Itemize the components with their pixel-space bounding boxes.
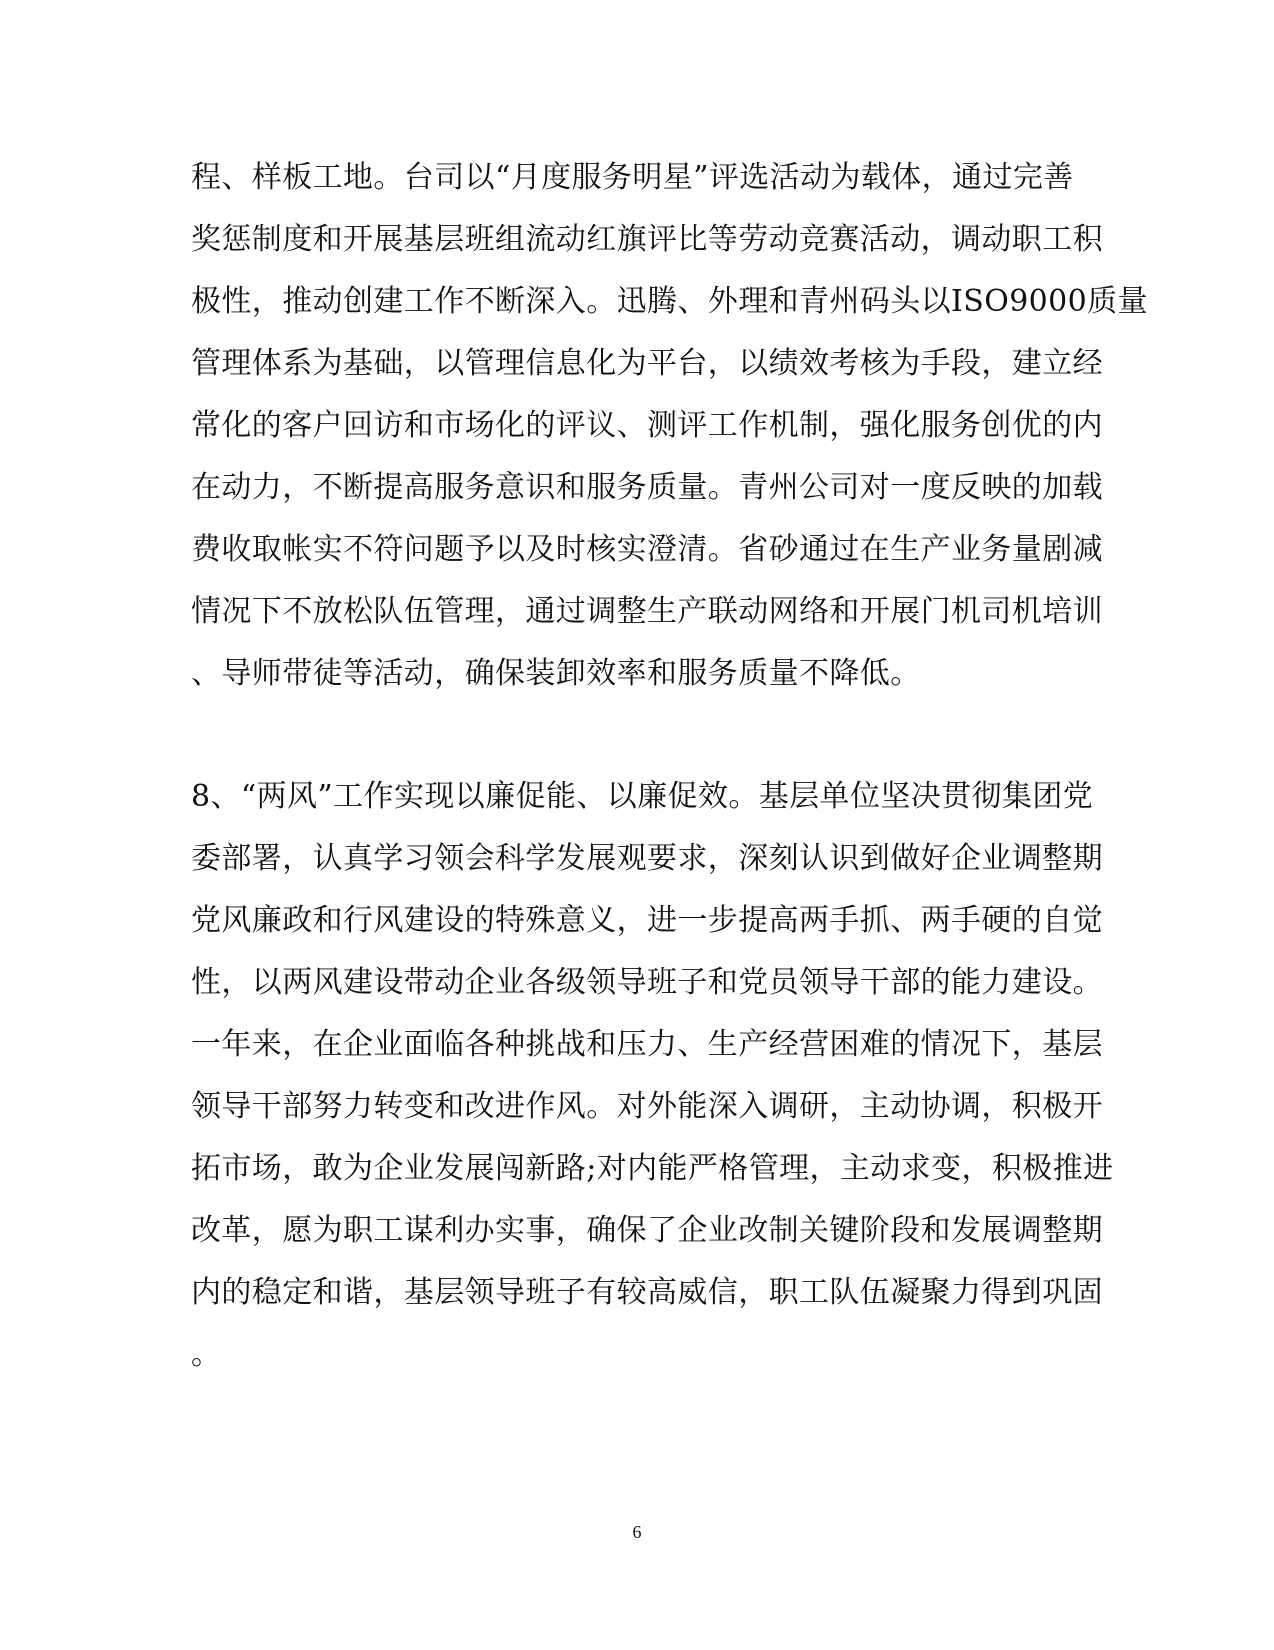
text-line: 极性，推动创建工作不断深入。迅腾、外理和青州码头以ISO9000质量 <box>191 284 1148 319</box>
text-line: 委部署，认真学习领会科学发展观要求，深刻认识到做好企业调整期 <box>191 841 1103 876</box>
text-line: 内的稳定和谐，基层领导班子有较高威信，职工队伍凝聚力得到巩固 <box>191 1275 1103 1310</box>
text-line: 情况下不放松队伍管理，通过调整生产联动网络和开展门机司机培训 <box>191 594 1103 629</box>
text-line: 改革，愿为职工谋利办实事，确保了企业改制关键阶段和发展调整期 <box>191 1213 1103 1248</box>
page-number: 6 <box>632 1522 642 1542</box>
text-line: 性，以两风建设带动企业各级领导班子和党员领导干部的能力建设。 <box>191 965 1103 1000</box>
text-line: 常化的客户回访和市场化的评议、测评工作机制，强化服务创优的内 <box>191 408 1103 443</box>
text-line: 一年来，在企业面临各种挑战和压力、生产经营困难的情况下，基层 <box>191 1027 1103 1062</box>
text-line: 8、“两风”工作实现以廉促能、以廉促效。基层单位坚决贯彻集团党 <box>191 779 1094 814</box>
text-line: 管理体系为基础，以管理信息化为平台，以绩效考核为手段，建立经 <box>191 346 1103 381</box>
text-line: 党风廉政和行风建设的特殊意义，进一步提高两手抓、两手硬的自觉 <box>191 903 1103 938</box>
text-line: 奖惩制度和开展基层班组流动红旗评比等劳动竞赛活动，调动职工积 <box>191 222 1103 257</box>
text-line: 费收取帐实不符问题予以及时核实澄清。省砂通过在生产业务量剧减 <box>191 532 1103 567</box>
text-line: 领导干部努力转变和改进作风。对外能深入调研，主动协调，积极开 <box>191 1089 1103 1124</box>
text-line: 在动力，不断提高服务意识和服务质量。青州公司对一度反映的加载 <box>191 470 1103 505</box>
text-line: 拓市场，敢为企业发展闯新路;对内能严格管理，主动求变，积极推进 <box>191 1151 1114 1186</box>
text-line: 。 <box>191 1337 222 1372</box>
text-line: 程、样板工地。台司以“月度服务明星”评选活动为载体，通过完善 <box>191 160 1074 195</box>
text-line: 、导师带徒等活动，确保装卸效率和服务质量不降低。 <box>191 656 921 691</box>
